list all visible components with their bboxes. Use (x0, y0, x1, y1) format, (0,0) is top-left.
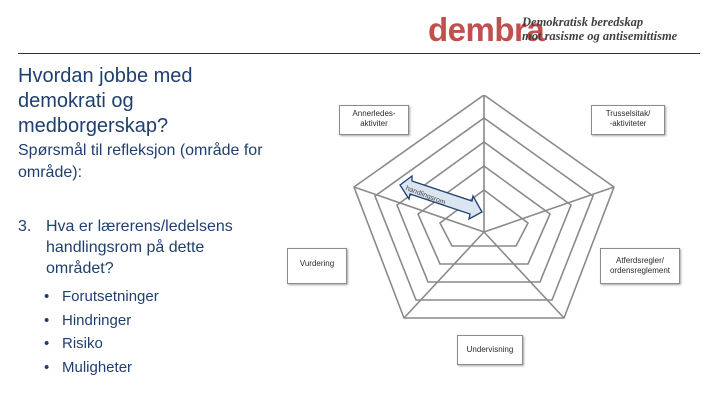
box-label-line1: Trusselsitak/ (605, 109, 651, 118)
list-item-label: Risiko (62, 335, 103, 352)
box-label-line1: Annerledes- (352, 109, 396, 118)
bullet-list (42, 285, 159, 379)
box-label-line2: -aktiviteter (609, 119, 647, 128)
logo-tagline-line1: Demokratisk beredskap (522, 15, 644, 29)
question-number: 3. (18, 218, 32, 235)
question-text: Hva er lærerens/ledelsens handlingsrom på dette området? (46, 218, 233, 277)
box-label-line2: aktiviter (360, 119, 388, 128)
box-label: Vurdering (299, 259, 335, 268)
logo-wordmark: dembra (428, 11, 545, 48)
list-item (42, 356, 159, 380)
diagram-box-annerledesaktiviteter (339, 105, 409, 135)
list-item-label: Forutsetninger (62, 288, 159, 305)
list-item (42, 332, 159, 356)
logo-tagline-line2: mot rasisme og antisemittisme (522, 29, 678, 43)
list-item-label: Hindringer (62, 311, 132, 329)
header-divider (18, 53, 700, 54)
radar-spoke (484, 187, 614, 232)
diagram-box-vurdering (287, 248, 347, 284)
diagram-box-trusselsitak (591, 105, 665, 135)
box-label-line1: Atferdsregler/ (615, 256, 665, 265)
list-item-label: Muligheter (62, 358, 133, 376)
bullet-icon: • (44, 335, 50, 352)
arrow-label: handlingsrom (404, 185, 447, 207)
diagram-box-atferdsregler (600, 248, 680, 284)
slide-subtitle: Spørsmål til refleksjon (område for område): (18, 142, 263, 181)
bullet-icon: • (44, 288, 50, 305)
box-label-line2: ordensreglement (609, 266, 671, 275)
box-label: Undervisning (466, 345, 514, 354)
diagram-box-undervisning (457, 335, 523, 365)
list-item (42, 285, 159, 309)
radar-spoke (484, 232, 564, 318)
bullet-icon: • (44, 358, 50, 376)
list-item (42, 309, 159, 333)
radar-spoke (404, 232, 484, 318)
bullet-icon: • (44, 311, 50, 329)
slide-title: Hvordan jobbe med demokrati og medborgerskap? (18, 65, 193, 137)
logo-tagline (522, 15, 720, 43)
